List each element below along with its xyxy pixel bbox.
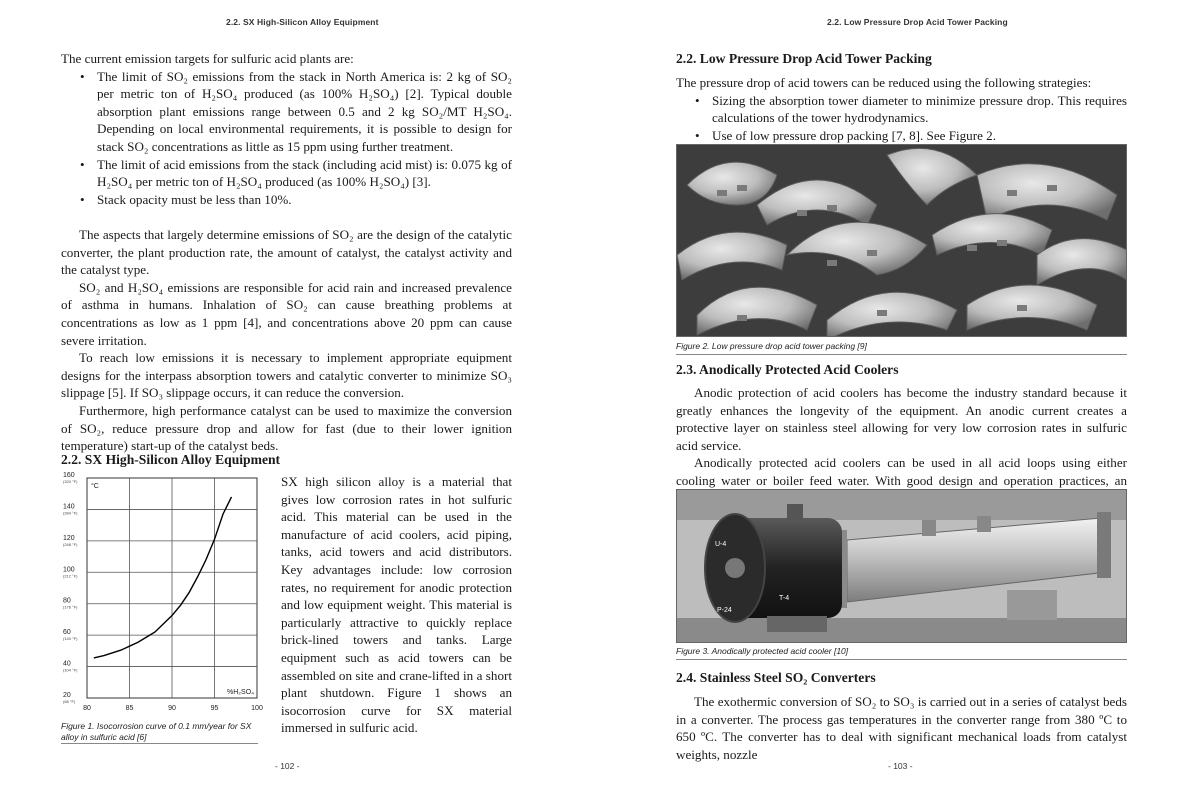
packing-strategies-list <box>676 92 1127 145</box>
section-heading-sx-alloy: 2.2. SX High-Silicon Alloy Equipment <box>61 452 281 467</box>
y-tick-label: 140 <box>63 503 75 511</box>
sx-alloy-text: SX high silicon alloy is a material that gives low corrosion rates in hot sulfuric acid. This material can be used in the manufacture of acid coolers, acid piping, tanks, acid towers and acid distributors. Key advantages include: low corrosion rates, no requirement for anodic protection and low equipment weight. This material is particularly attractive to quickly replace brick-lined towers and tanks. Large equipment such as acid towers can be assembled on site and crane-lifted in a short plant shutdown. Figure 1 shows an isocorrosion curve for SX material immersed in sulfuric acid. <box>281 474 512 736</box>
x-tick-label: 85 <box>125 705 134 712</box>
body-paragraph: SO₂ and H₂SO₄ emissions are responsible for acid rain and increased prevalence of asthma in humans. Inhalation of SO₂ can cause breathing problems at concentrations as low as 1 ppm [4], and concentrations above 20 ppm can cause severe irritation. <box>61 279 512 348</box>
bullet-item: • Use of low pressure drop packing [7, 8]. See Figure 2. <box>676 127 1127 145</box>
y-tick-sublabel: (176 °F) <box>63 604 78 610</box>
y-tick-sublabel: (68 °F) <box>63 699 76 704</box>
isocorrosion-chart <box>61 472 266 717</box>
packing-illustration <box>677 145 1127 337</box>
figure2-caption: Figure 2. Low pressure drop acid tower packing [9] <box>676 341 867 351</box>
figure3-caption: Figure 3. Anodically protected acid cooler [10] <box>676 646 849 656</box>
x-tick-label: 80 <box>83 705 91 712</box>
figure2-packing-photo <box>676 144 1127 337</box>
y-axis-label: °C <box>91 483 99 490</box>
isocorrosion-curve <box>94 497 232 658</box>
figure1-caption: Figure 1. Isocorrosion curve of 0.1 mm/year for SX alloy in sulfuric acid [6] <box>61 721 252 742</box>
intro-paragraph: The current emission targets for sulfuric acid plants are: <box>61 51 354 66</box>
bullet-item: • Sizing the absorption tower diameter to minimize pressure drop. This requires calculations of the tower hydrodynamics. <box>676 92 1127 127</box>
right-page <box>600 0 1200 790</box>
cooler-label: P-24 <box>717 607 732 614</box>
body-paragraph: The exothermic conversion of SO₂ to SO₃ is carried out in a series of catalyst beds in a converter. The process gas temperatures in the converter range from 380 ºC to 650 ºC. The converter has to deal with significant mechanical loads from catalyst weights, nozzle <box>676 694 1127 762</box>
caption-rule <box>61 743 258 744</box>
section-heading-acid-coolers: 2.3. Anodically Protected Acid Coolers <box>676 362 899 377</box>
bullet-item: • The limit of acid emissions from the stack (including acid mist) is: 0.075 kg of H₂SO₄ per metric ton of H₂SO₄ produced (as 100% H₂SO₄) [3]. <box>61 156 512 191</box>
emission-targets-list <box>61 68 512 209</box>
packing-text-block <box>676 74 1127 144</box>
body-paragraph: To reach low emissions it is necessary to implement appropriate equipment designs for the interpass absorption towers and catalytic converter to minimize SO₃ slippage [5]. If SO₃ slippage occurs, it can reduce the conversion. <box>61 350 512 401</box>
converters-text-block <box>676 693 1127 763</box>
y-tick-label: 60 <box>63 629 71 637</box>
bullet-item: • Stack opacity must be less than 10%. <box>61 191 512 209</box>
y-tick-label: 20 <box>63 692 71 699</box>
body-paragraph: Furthermore, high performance catalyst can be used to maximize the conversion of SO₂, reduce pressure drop and allow for fast (due to their lower ignition temperature) start-up of the catalyst beds. <box>61 402 512 454</box>
y-tick-sublabel: (104 °F) <box>63 667 78 673</box>
x-axis-label: %H₂SO₄ <box>227 689 254 696</box>
caption-rule <box>676 354 1127 355</box>
section-heading-packing: 2.2. Low Pressure Drop Acid Tower Packing <box>676 51 932 66</box>
y-tick-sublabel: (248 °F) <box>63 541 78 547</box>
body-text-block <box>61 226 512 455</box>
x-tick-label: 100 <box>251 705 263 712</box>
emission-targets-block <box>61 50 512 208</box>
body-paragraph: The aspects that largely determine emissions of SO₂ are the design of the catalytic converter, the plant production rate, the amount of catalyst, the catalyst activity and the catalyst type. <box>61 227 512 278</box>
x-tick-label: 90 <box>168 705 176 712</box>
running-head-right: 2.2. Low Pressure Drop Acid Tower Packing <box>827 17 1008 27</box>
cooler-label: U-4 <box>715 541 727 548</box>
cooler-label: T-4 <box>779 595 790 602</box>
y-tick-sublabel: (320 °F) <box>63 479 78 484</box>
figure3-cooler-photo <box>676 489 1127 643</box>
cooler-illustration <box>677 490 1127 643</box>
x-tick-label: 95 <box>210 705 219 712</box>
y-tick-label: 160 <box>63 472 75 479</box>
y-tick-label: 80 <box>63 597 71 605</box>
y-tick-label: 120 <box>63 534 75 542</box>
body-paragraph: Anodic protection of acid coolers has become the industry standard because it greatly enhances the longevity of the equipment. An anodic current creates a protective layer on stainless steel allowing for very low corrosion rates in sulfuric acid service. <box>676 385 1127 453</box>
y-tick-sublabel: (212 °F) <box>63 573 78 579</box>
y-tick-label: 100 <box>63 566 75 574</box>
packing-intro: The pressure drop of acid towers can be reduced using the following strategies: <box>676 75 1092 90</box>
y-tick-sublabel: (140 °F) <box>63 636 78 642</box>
y-tick-label: 40 <box>63 660 71 668</box>
page-number-right: - 103 - <box>888 761 913 771</box>
body-paragraph: Anodically protected acid coolers can be used in all acid loops using either cooling water or boiler feed water. With good design and operation practices, an <box>676 455 1127 488</box>
y-tick-sublabel: (284 °F) <box>63 510 78 516</box>
bullet-item: • The limit of SO₂ emissions from the stack in North America is: 2 kg of SO₂ per metric ton of H₂SO₄ produced (as 100% H₂SO₄) [2]. Typical double absorption plant emissions range between 0.5 and 2 kg SO₂/MT H₂SO₄. Depending on local environmental requirements, it is possible to design for stack SO₂ concentrations as little as 15 ppm using further treatment. <box>61 68 512 156</box>
section-heading-converters: 2.4. Stainless Steel SO₂ Converters <box>676 670 876 685</box>
caption-rule <box>676 659 1127 660</box>
running-head-left: 2.2. SX High-Silicon Alloy Equipment <box>226 17 379 27</box>
page-number-left: - 102 - <box>275 761 300 771</box>
